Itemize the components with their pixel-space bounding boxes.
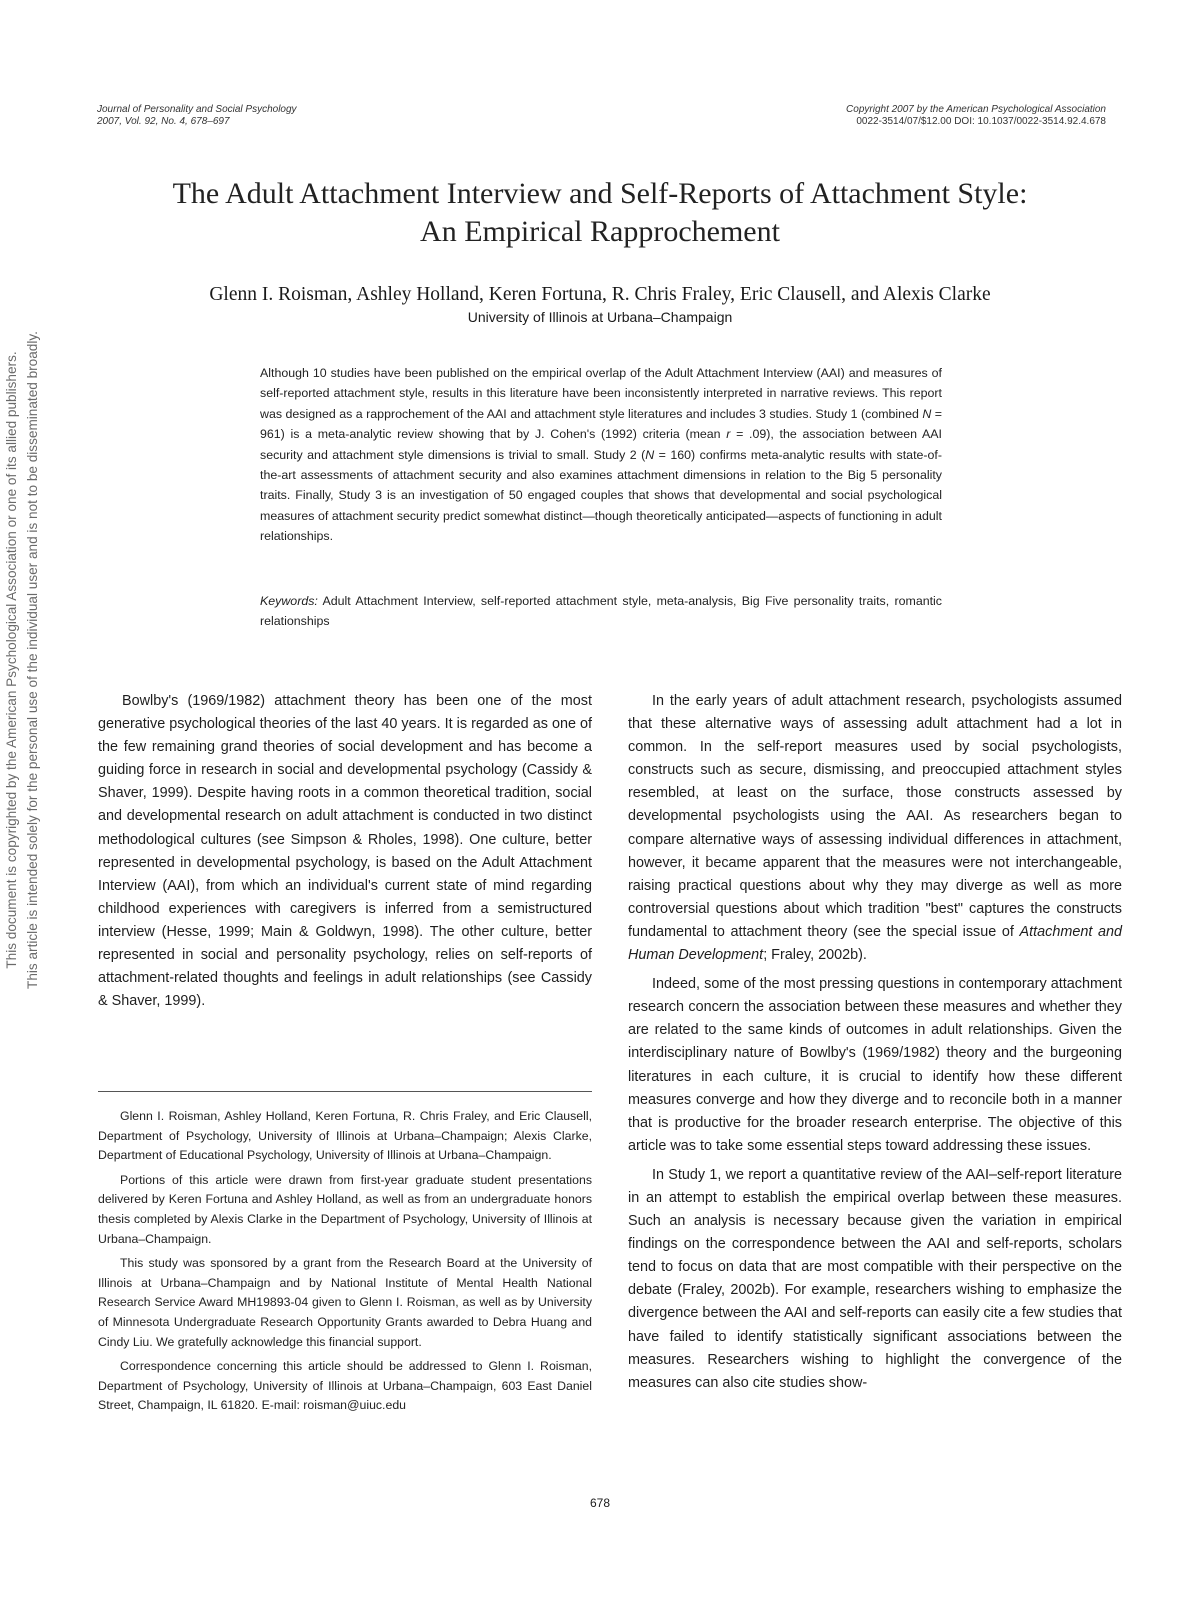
copyright-notice: Copyright 2007 by the American Psychological Association bbox=[846, 104, 1106, 115]
keywords bbox=[260, 591, 942, 632]
body-paragraph bbox=[628, 690, 1122, 967]
journal-volume: 2007, Vol. 92, No. 4, 678–697 bbox=[97, 116, 230, 127]
footnote-divider bbox=[98, 1091, 592, 1092]
author-list: Glenn I. Roisman, Ashley Holland, Keren Fortuna, R. Chris Fraley, Eric Clausell, and Alexis Clarke bbox=[209, 284, 991, 305]
abstract-symbol: N bbox=[645, 447, 655, 462]
footnote-affiliations: Glenn I. Roisman, Ashley Holland, Keren Fortuna, R. Chris Fraley, and Eric Clausell, Department of Psychology, University of Illinois at Urbana–Champaign; Alexis Clarke, Department of Educational Psychology, University of Illinois at Urbana–Champaign. bbox=[98, 1109, 592, 1163]
abstract-text: = .09), the association between AAI security and attachment style dimensions is trivial to small. Study 2 ( bbox=[260, 427, 942, 462]
abstract bbox=[260, 363, 942, 547]
abstract-symbol: N bbox=[922, 406, 932, 421]
journal-name: Journal of Personality and Social Psychology bbox=[97, 104, 297, 115]
abstract-symbol: r bbox=[726, 427, 731, 442]
abstract-text: = 961) is a meta-analytic review showing that by J. Cohen's (1992) criteria (mean bbox=[260, 406, 942, 442]
journal-reference: Attachment and Human Development bbox=[628, 923, 1122, 964]
side-notice-line-2: This article is intended solely for the personal use of the individual user and is not to be disseminated broadly. bbox=[25, 331, 40, 989]
title-line-2: An Empirical Rapprochement bbox=[420, 215, 780, 248]
affiliation: University of Illinois at Urbana–Champaign bbox=[467, 309, 733, 325]
doi-line: 0022-3514/07/$12.00 DOI: 10.1037/0022-3514.92.4.678 bbox=[856, 116, 1106, 127]
title-line-1: The Adult Attachment Interview and Self-Reports of Attachment Style: bbox=[172, 177, 1028, 210]
footnote-portions: Portions of this article were drawn from first-year graduate student presentations delivered by Keren Fortuna and Ashley Holland, as well as from an undergraduate honors thesis completed by Alexis Clarke in the Department of Psychology, University of Illinois at Urbana–Champaign. bbox=[98, 1172, 592, 1246]
footnote-funding: This study was sponsored by a grant from the Research Board at the University of Illinois at Urbana–Champaign and by National Institute of Mental Health National Research Service Award MH19893-04 given to Glenn I. Roisman, as well as by University of Minnesota Undergraduate Research Opportunity Grants awarded to Debra Huang and Cindy Liu. We gratefully acknowledge this financial support. bbox=[98, 1256, 592, 1349]
footnote-correspondence: Correspondence concerning this article should be addressed to Glenn I. Roisman, Department of Psychology, University of Illinois at Urbana–Champaign, 603 East Daniel Street, Champaign, IL 61820. E-mail: roisman@uiuc.edu bbox=[98, 1359, 592, 1413]
body-paragraph: In Study 1, we report a quantitative review of the AAI–self-report literature in an attempt to establish the empirical overlap between these measures. Such an analysis is necessary because given the variation in empirical findings on the correspondence between the AAI and self-reports, scholars tend to focus on data that are most compatible with their perspective on the debate (Fraley, 2002b). For example, researchers wishing to emphasize the divergence between the AAI and self-reports can easily cite a few studies that have failed to identify statistically significant associations between the measures. Researchers wishing to highlight the convergence of the measures can also cite studies show- bbox=[628, 1166, 1122, 1391]
side-notice-line-1: This document is copyrighted by the American Psychological Association or one of its allied publishers. bbox=[4, 351, 19, 969]
abstract-text: Although 10 studies have been published on the empirical overlap of the Adult Attachment Interview (AAI) and measures of self-reported attachment style, results in this literature have been inconsistently interpreted in narrative reviews. This report was designed as a rapprochement of the AAI and attachment style literatures and includes 3 studies. Study 1 (combined bbox=[260, 366, 942, 421]
body-paragraph: Indeed, some of the most pressing questions in contemporary attachment research concern the association between these measures and whether they are related to the same kinds of outcomes in adult relationships. Given the interdisciplinary nature of Bowlby's (1969/1982) theory and the burgeoning literatures in each culture, it is crucial to identify how these different measures converge and how they diverge and to reconcile both in a manner that is productive for the broader research enterprise. The objective of this article was to take some essential steps toward addressing these issues. bbox=[628, 976, 1122, 1154]
body-text: ; Fraley, 2002b). bbox=[763, 947, 867, 964]
side-copyright-notice bbox=[1, 160, 49, 1160]
body-column-left bbox=[98, 690, 592, 1013]
body-paragraph: Bowlby's (1969/1982) attachment theory has been one of the most generative psychological theories of the last 40 years. It is regarded as one of the few remaining grand theories of social development and has become a guiding force in research in social and developmental psychology (Cassidy & Shaver, 1999). Despite having roots in a common theoretical tradition, social and developmental research on adult attachment is conducted in two distinct methodological cultures (see Simpson & Rholes, 1998). One culture, better represented in developmental psychology, is based on the Adult Attachment Interview (AAI), from which an individual's current state of mind regarding childhood experiences with caregivers is inferred from a semistructured interview (Hesse, 1999; Main & Goldwyn, 1998). The other culture, better represented in social and personality psychology, relies on self-reports of attachment-related thoughts and feelings in adult relationships (see Cassidy & Shaver, 1999). bbox=[98, 693, 592, 1010]
copyright-block bbox=[846, 104, 1106, 128]
journal-citation bbox=[97, 104, 297, 128]
side-notice-text bbox=[1, 160, 49, 1160]
keywords-label: Keywords: bbox=[260, 594, 318, 608]
body-column-right bbox=[628, 690, 1122, 1395]
body-text: In the early years of adult attachment research, psychologists assumed that these alternative ways of assessing adult attachment had a lot in common. In the self-report measures used by social psychologists, constructs such as secure, dismissing, and preoccupied attachment styles resembled, at least on the surface, those constructs assessed by developmental psychologists using the AAI. As researchers began to compare alternative ways of assessing individual differences in attachment, however, it became apparent that the measures were not interchangeable, raising practical questions about why they may diverge as well as more controversial questions about which tradition "best" captures the constructs fundamental to attachment theory (see the special issue of bbox=[628, 693, 1122, 940]
author-footnotes bbox=[98, 1107, 592, 1421]
article-title bbox=[60, 175, 1140, 251]
page-number: 678 bbox=[589, 1496, 611, 1510]
abstract-text: = 160) confirms meta-analytic results with state-of-the-art assessments of attachment security and also examines attachment dimensions in relation to the Big 5 personality traits. Finally, Study 3 is an investigation of 50 engaged couples that shows that developmental and social psychological measures of attachment security predict somewhat distinct—though theoretically anticipated—aspects of functioning in adult relationships. bbox=[260, 447, 942, 544]
keywords-text: Adult Attachment Interview, self-reported attachment style, meta-analysis, Big Five personality traits, romantic relationships bbox=[260, 594, 942, 629]
